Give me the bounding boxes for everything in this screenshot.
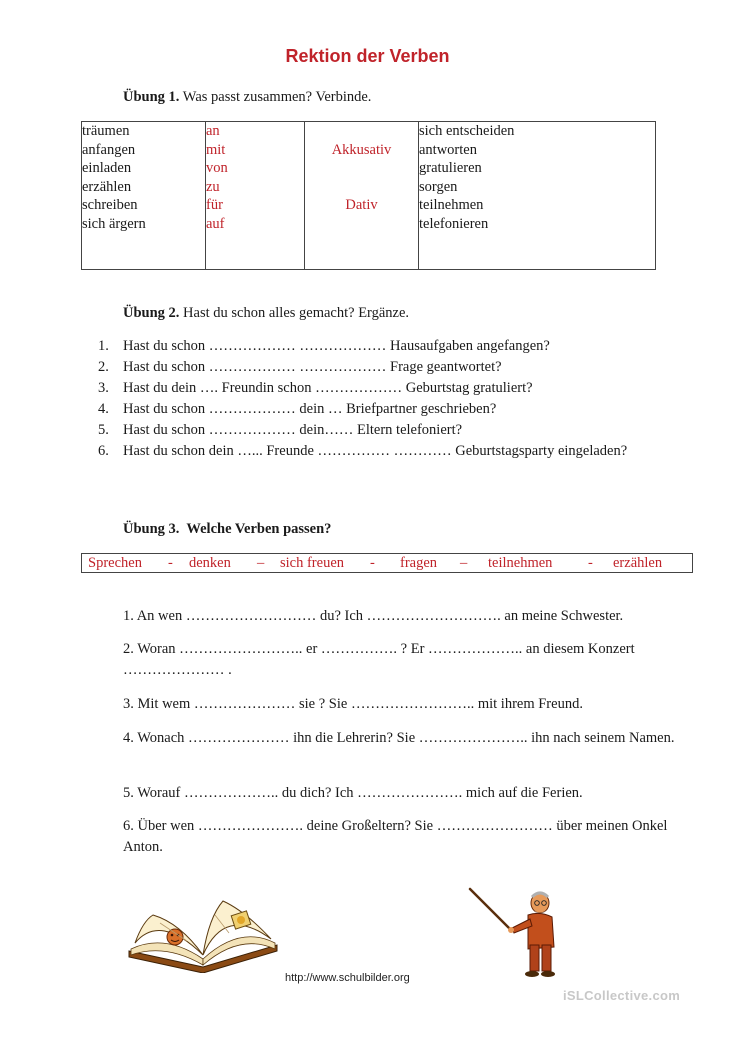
exercise-1-label: Übung 1. (123, 89, 180, 105)
exercise-2-heading (123, 305, 409, 322)
exercise-3-item: 1. An wen ……………………… du? Ich ………………………. an meine Schwester. (123, 608, 624, 624)
item-number: 4. (98, 401, 109, 417)
preposition-item: für (206, 197, 223, 213)
exercise-3-item: 4. Wonach ………………… ihn die Lehrerin? Sie ………………….. ihn nach seinem Namen. (123, 730, 675, 746)
item-number: 6. (98, 443, 109, 459)
exercise-3-heading (123, 521, 331, 538)
exercise-3-item: 5. Worauf ……………….. du dich? Ich …………………. mich auf die Ferien. (123, 785, 583, 801)
open-book-illustration (125, 893, 280, 973)
list-item (98, 441, 638, 462)
word-separator: - (370, 555, 375, 571)
exercise-3-instruction: Welche Verben passen? (186, 521, 332, 537)
verb-item: erzählen (82, 178, 132, 195)
word-item: fragen (400, 555, 438, 571)
word-item: Sprechen (88, 555, 142, 571)
verb-item: anfangen (82, 141, 136, 158)
preposition-item: von (206, 160, 228, 176)
word-separator: – (257, 555, 265, 571)
exercise-1-table (81, 121, 656, 270)
item-text: Hast du schon ……………… ……………… Frage geantwortet? (123, 359, 502, 375)
item-text: Hast du dein …. Freundin schon ……………… Geburtstag gratuliert? (123, 380, 533, 396)
item-text: Hast du schon dein …... Freunde …………… ………… Geburtstagsparty eingeladen? (123, 443, 628, 459)
watermark: iSLCollective.com (563, 988, 681, 1003)
list-item (98, 357, 638, 378)
prepositions-column (206, 122, 305, 270)
exercise-2-instruction: Hast du schon alles gemacht? Ergänze. (183, 305, 410, 321)
exercise-3-item: 2. Woran …………………….. er ……………. ? Er ……………….. an diesem Konzert ………………… . (123, 641, 635, 678)
item-number: 3. (98, 380, 109, 396)
exercise-2-label: Übung 2. (123, 305, 180, 321)
list-item (98, 336, 638, 357)
page-title: Rektion der Verben (285, 46, 450, 66)
verb-item: träumen (82, 123, 130, 139)
source-url: http://www.schulbilder.org (285, 972, 410, 984)
item-number: 5. (98, 422, 109, 438)
list-item (98, 420, 638, 441)
verb-item: einladen (82, 160, 132, 176)
word-item: erzählen (613, 555, 663, 571)
word-item: teilnehmen (488, 555, 553, 571)
item-text: Hast du schon ……………… ……………… Hausaufgaben angefangen? (123, 338, 550, 354)
word-bank (81, 553, 693, 573)
preposition-item: zu (206, 178, 220, 195)
verb-item: gratulieren (419, 160, 482, 176)
verb-item: teilnehmen (419, 197, 484, 213)
teacher-with-pointer-illustration (468, 883, 558, 978)
item-number: 2. (98, 359, 109, 375)
verb-item: sich ärgern (82, 215, 146, 232)
word-separator: - (588, 555, 593, 571)
verbs-column (82, 122, 206, 270)
exercise-1-heading (123, 89, 371, 106)
list-item (98, 378, 638, 399)
verbs-column-right (419, 122, 656, 270)
preposition-item: mit (206, 141, 226, 158)
verb-item: sorgen (419, 178, 458, 195)
list-item (98, 399, 638, 420)
item-text: Hast du schon ……………… dein…… Eltern telefoniert? (123, 422, 463, 438)
word-separator: – (460, 555, 468, 571)
item-text: Hast du schon ……………… dein … Briefpartner geschrieben? (123, 401, 497, 417)
verb-item: telefonieren (419, 215, 489, 232)
exercise-3-label: Übung 3. (123, 521, 180, 537)
case-item: Dativ (345, 197, 378, 213)
case-column (305, 122, 419, 270)
exercise-3-item: 6. Über wen …………………. deine Großeltern? Sie …………………… über meinen Onkel Anton. (123, 818, 668, 855)
verb-item: sich entscheiden (419, 123, 515, 139)
word-item: sich freuen (280, 555, 345, 571)
word-item: denken (189, 555, 231, 571)
verb-item: antworten (419, 141, 477, 158)
preposition-item: an (206, 123, 220, 139)
word-separator: - (168, 555, 173, 571)
case-item: Akkusativ (331, 141, 392, 158)
exercise-3-item: 3. Mit wem ………………… sie ? Sie …………………….. mit ihrem Freund. (123, 696, 583, 712)
preposition-item: auf (206, 215, 225, 232)
verb-item: schreiben (82, 197, 138, 213)
exercise-2-list (98, 336, 638, 462)
item-number: 1. (98, 338, 109, 354)
exercise-1-instruction: Was passt zusammen? Verbinde. (182, 89, 372, 105)
